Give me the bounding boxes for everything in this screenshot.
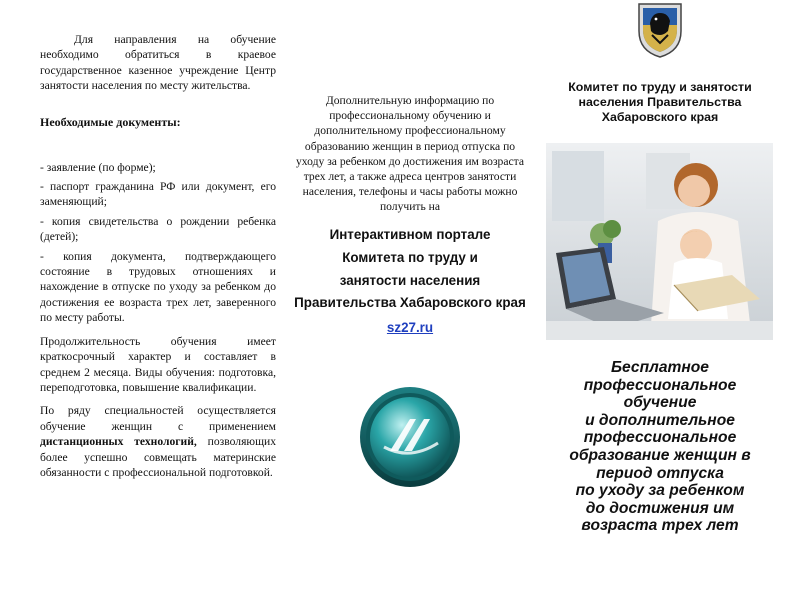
duration-paragraph: Продолжительность обучения имеет краткосрочный характер и составляет в среднем 2 месяца. Виды обучения: подготовка, переподготовка, повышение квалификации. — [40, 334, 276, 394]
docs-item: - копия свидетельства о рождении ребенка (детей); — [40, 214, 276, 244]
intro-paragraph: Для направления на обучение необходимо обратиться в краевое государственное казенное учреждение Центр занятости населения по месту жительства. — [40, 33, 276, 93]
slogan-line: профессиональное — [583, 429, 737, 447]
distance-text-before: По ряду специальностей осуществляется обучение женщин с применением — [40, 404, 276, 433]
portal-block — [292, 223, 528, 311]
docs-heading: Необходимые документы: — [40, 114, 181, 129]
portal-line: Комитета по труду и — [342, 249, 478, 265]
slogan-line: профессиональное — [583, 376, 737, 394]
slogan-line: обучение — [623, 394, 697, 412]
docs-item: - копия документа, подтверждающего состояние в трудовых отношениях и нахождение в отпуске по уходу за ребенком до достижения ее возраста трех лет, заверенного по месту работы. — [40, 249, 276, 325]
slogan-line: Бесплатное — [611, 359, 709, 376]
distance-bold: дистанционных технологий, — [40, 435, 197, 449]
docs-item: - заявление (по форме); — [40, 160, 156, 174]
slogan-line: до достижения им — [585, 499, 735, 517]
portal-line: занятости населения — [339, 272, 481, 288]
slogan-line: по уходу за ребенком — [575, 482, 745, 500]
slogan-line: и дополнительное — [585, 411, 735, 429]
info-paragraph: Дополнительную информацию по профессиональному обучению и дополнительному профессиональному образованию женщин в период отпуска по уходу за ребенком до достижения им возраста трех лет, а также адреса центров занятости населения, телефоны и часы работы можно получить на — [295, 94, 525, 214]
docs-item: - паспорт гражданина РФ или документ, его заменяющий; — [40, 180, 276, 209]
committee-title: Комитет по труду и занятости населения Правительства Хабаровского края — [568, 80, 752, 124]
slogan-block — [544, 359, 776, 535]
slogan-line: образование женщин в — [569, 446, 751, 464]
distance-paragraph — [40, 403, 276, 480]
mother-child-laptop-photo — [546, 143, 773, 340]
employment-service-logo-icon — [358, 385, 462, 489]
slogan-line: период отпуска — [596, 464, 724, 482]
slogan-line: возраста трех лет — [581, 517, 739, 535]
portal-line: Правительства Хабаровского края — [294, 294, 526, 310]
middle-column — [292, 0, 528, 335]
site-link[interactable]: sz27.ru — [386, 319, 434, 335]
khabarovsk-coat-of-arms-icon — [636, 1, 684, 59]
docs-list — [40, 160, 276, 326]
left-column — [40, 0, 276, 480]
distance-text-after: позволяющих более успешно совмещать материнские обязанности с профессиональной подготовкой. — [40, 435, 276, 479]
portal-line: Интерактивном портале — [329, 226, 491, 242]
